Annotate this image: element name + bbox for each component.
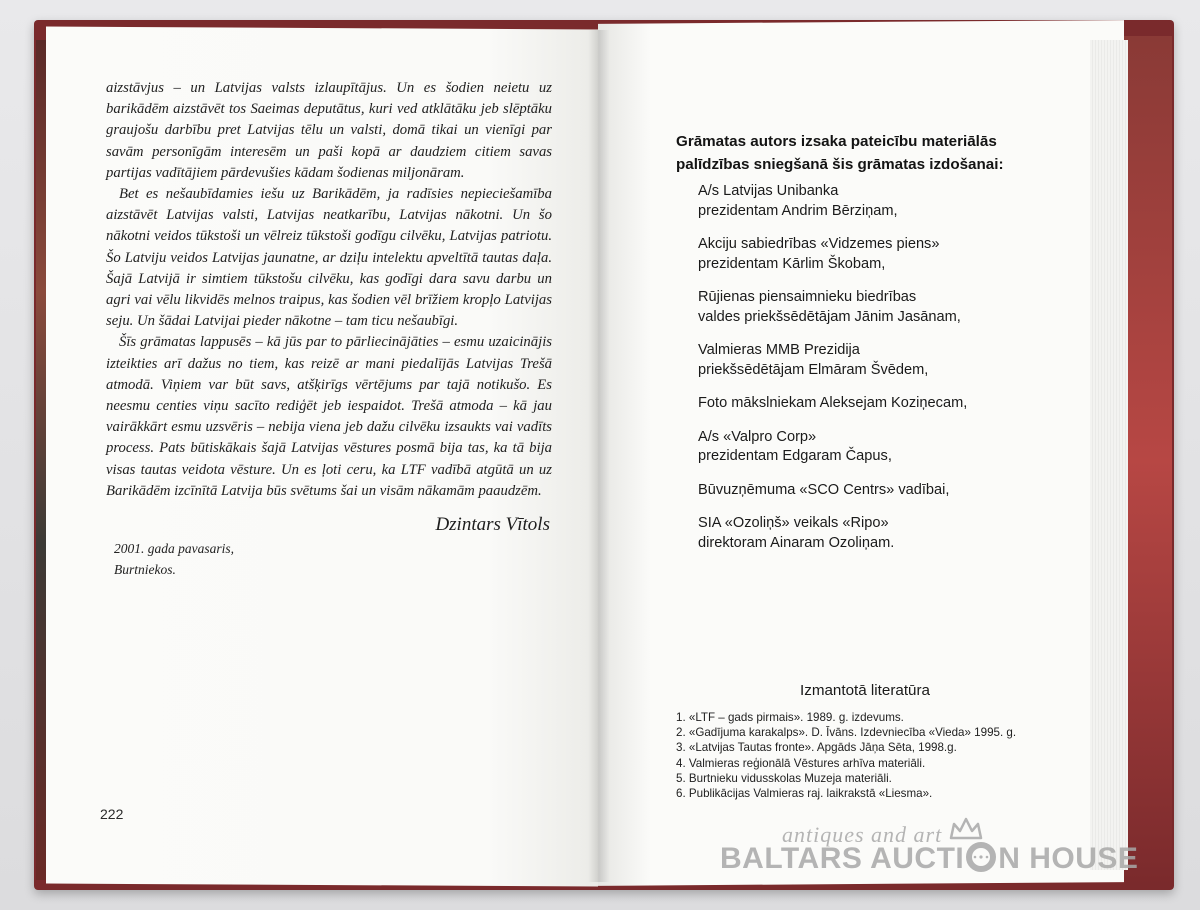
acknowledgement-list — [698, 182, 998, 567]
literature-list — [676, 710, 1017, 801]
book-gutter — [588, 30, 610, 882]
page-edges — [1090, 40, 1128, 870]
thanks-line: prezidentam Kārlim Škobam, — [698, 255, 886, 272]
thanks-line: prezidentam Edgaram Čapus, — [698, 448, 892, 464]
list-item — [698, 428, 998, 467]
literature-item: 5. Burtnieku vidusskolas Muzeja materiāli. — [676, 771, 892, 785]
watermark-brand — [720, 842, 1138, 876]
thanks-line: direktoram Ainaram Ozoliņam. — [698, 534, 895, 551]
watermark-tagline: antiques and art — [782, 822, 943, 847]
thanks-line: Rūjienas piensaimnieku biedrības — [698, 289, 917, 305]
crown-icon — [948, 816, 984, 842]
thanks-line: Būvuzņēmuma «SCO Centrs» vadībai, — [698, 481, 950, 498]
watermark-brand-end: N HOUSE — [998, 842, 1139, 875]
list-item — [698, 235, 998, 274]
literature-item: 1. «LTF – gads pirmais». 1989. g. izdevums. — [676, 711, 904, 724]
list-item — [698, 394, 998, 414]
thanks-line: SIA «Ozoliņš» veikals «Ripo» — [698, 515, 889, 531]
list-item — [698, 288, 998, 327]
dateline-place: Burtniekos. — [114, 562, 176, 577]
gavel-o-icon — [964, 842, 998, 872]
literature-title: Izmantotā literatūra — [800, 682, 930, 699]
literature-item: 3. «Latvijas Tautas fronte». Apgāds Jāņa Sēta, 1998.g. — [676, 741, 957, 755]
list-item — [698, 481, 998, 501]
thanks-line: priekšsēdētājam Elmāram Švēdem, — [698, 361, 929, 378]
literature-item: 2. «Gadījuma karakalps». D. Īvāns. Izdevniecība «Vieda» 1995. g. — [676, 726, 1017, 740]
author-signature: Dzintars Vītols — [435, 514, 550, 535]
dateline-date: 2001. gada pavasaris, — [114, 541, 235, 556]
thanks-line: Valmieras MMB Prezidija — [698, 342, 860, 358]
watermark — [720, 816, 1150, 886]
page-number: 222 — [100, 806, 124, 822]
literature-item: 6. Publikācijas Valmieras raj. laikrakstā «Liesma». — [676, 787, 933, 801]
paragraph: aizstāvjus – un Latvijas valsts izlaupītājus. Un es šodien neietu uz barikādēm aizstāvēt tos Saeimas deputātus, kuri ved atklātāku jeb slēptāku graujošu darbību pret Latvijas tēlu un valsti, domā tikai un vienīgi par savām personīgām interesēm un paši kopā ar daudziem citiem savas partijas vadītājiem pārdevušies kādam šodienas miljonāram. — [106, 80, 552, 181]
thanks-line: A/s Latvijas Unibanka — [698, 183, 839, 199]
paragraph: Bet es nešaubīdamies iešu uz Barikādēm, ja radīsies nepieciešamība aizstāvēt Latvijas valsti, Latvijas neatkarību, Latvijas nākotni. Un šo nākotni veidos tūkstoši un vēlreiz tūkstoši godīgu cilvēku, Latvijas patriotu. Šo Latviju veidos Latvijas jaunatne, ar dziļu intelektu apveltītā tautas daļa. Šajā Latvijā ir simtiem tūkstošu cilvēku, kas godīgi dara savu darbu un agri vai vēlu likvidēs melnos traipus, kas šodien vēl brīžiem kropļo Latvijas seju. Un šādai Latvijai pieder nākotne – tam ticu nešaubīgi. — [106, 186, 552, 330]
thanks-line: valdes priekšsēdētājam Jānim Jasānam, — [698, 308, 961, 325]
acknowledgement-heading — [676, 130, 1016, 176]
thanks-line: prezidentam Andrim Bērziņam, — [698, 202, 898, 219]
literature-item: 4. Valmieras reģionālā Vēstures arhīva materiāli. — [676, 756, 926, 770]
thanks-line: Akciju sabiedrības «Vidzemes piens» — [698, 236, 940, 252]
dateline — [114, 538, 314, 580]
left-page-body — [106, 78, 552, 502]
heading-line: palīdzības sniegšanā šis grāmatas izdošanai: — [676, 156, 1004, 173]
thanks-line: Foto mākslniekam Aleksejam Koziņecam, — [698, 395, 968, 411]
paragraph: Šīs grāmatas lappusēs – kā jūs par to pārliecinājāties – esmu uzaicinājis izteikties arī dažus no tiem, kas reizē ar mani piedalījās Latvijas Trešā atmodā. Viņiem var būt savs, atšķirīgs vērtējums par tajā notikušo. Es neesmu centies viņu sacīto rediģēt jeb iespaidot. Trešā atmoda – kā jau vairākkārt esmu uzsvēris – nebija viena jeb dažu cilvēku izsaukts vai vadīts process. Pats būtiskākais šajā Latvijas vēstures posmā bija tas, ka tā bija visas tautas veidota vēsture. Un es ļoti ceru, ka LTF vadībā atgūtā un uz Barikādēm izcīnītā Latvija būs svētums šai un visām nākamām paaudzēm. — [106, 334, 552, 499]
watermark-brand-start: BALTARS AUCTI — [720, 842, 965, 875]
list-item — [698, 514, 998, 553]
heading-line: Grāmatas autors izsaka pateicību materiālās — [676, 133, 997, 150]
list-item — [698, 182, 998, 221]
thanks-line: A/s «Valpro Corp» — [698, 428, 817, 445]
list-item — [698, 341, 998, 380]
